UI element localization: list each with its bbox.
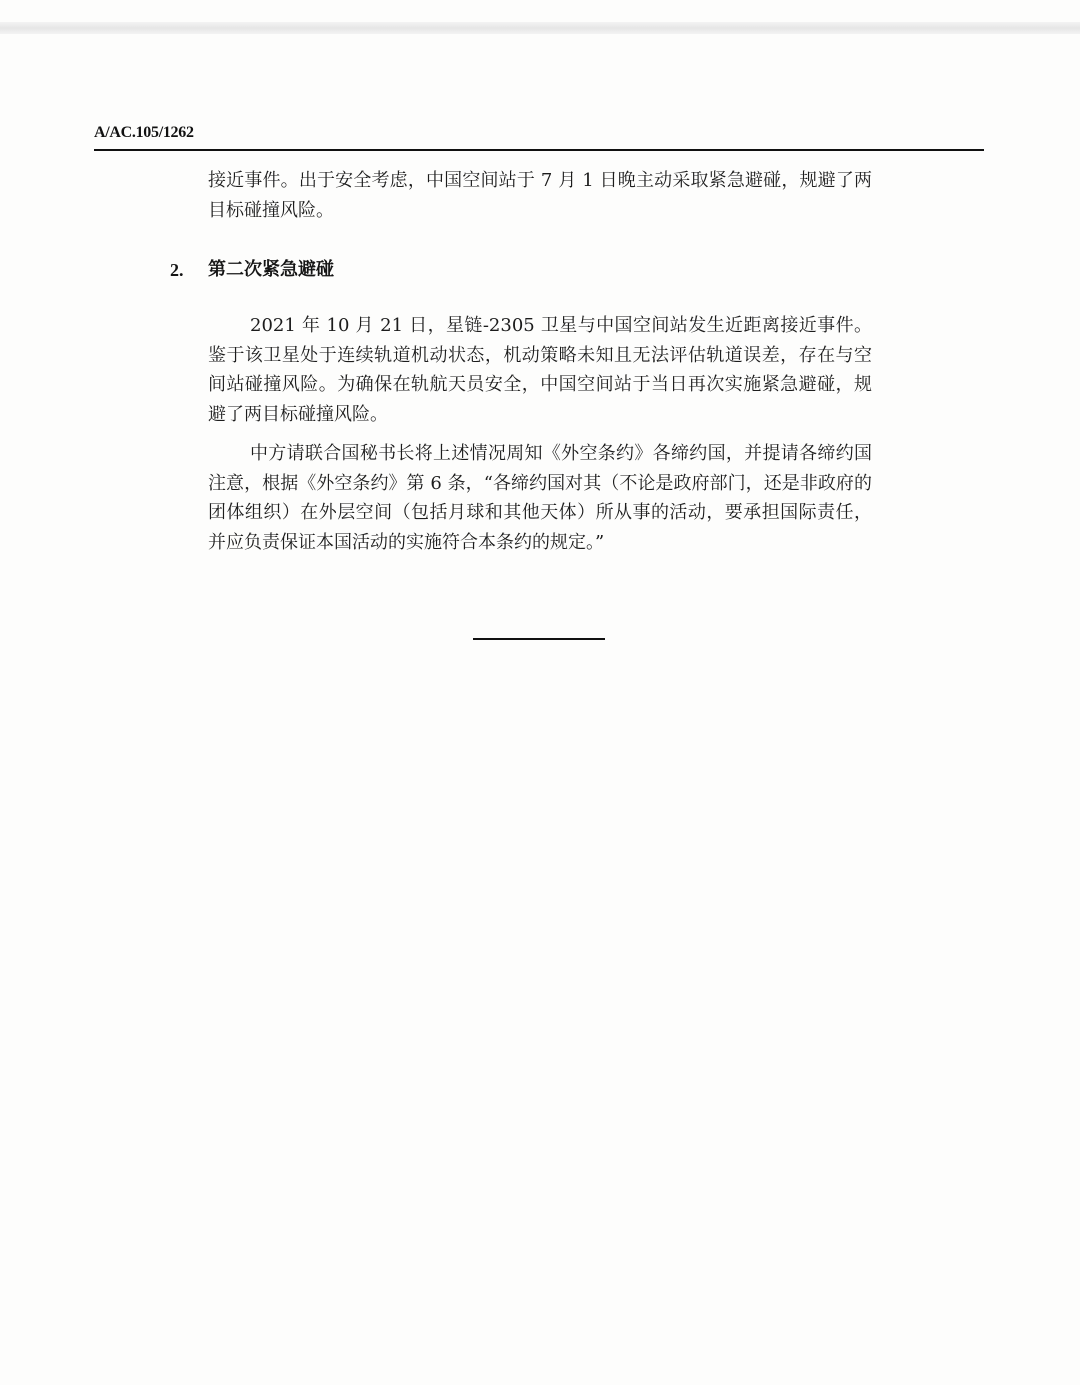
- header-rule: [94, 149, 984, 151]
- continuation-paragraph: 接近事件。出于安全考虑，中国空间站于 7 月 1 日晚主动采取紧急避碰，规避了两目标碰撞风险。: [208, 170, 872, 221]
- section-heading: [170, 256, 334, 284]
- end-of-document-rule: [473, 638, 605, 640]
- scan-top-band: [0, 22, 1080, 34]
- section-title: 第二次紧急避碰: [208, 259, 334, 280]
- document-symbol: A/AC.105/1262: [94, 124, 194, 141]
- body-paragraph-request: 中方请联合国秘书长将上述情况周知《外空条约》各缔约国，并提请各缔约国注意，根据《外空条约》第 6 条，“各缔约国对其（不论是政府部门，还是非政府的团体组织）在外层空间（包括月球和其他天体）所从事的活动，要承担国际责任，并应负责保证本国活动的实施符合本条约的规定。”: [208, 443, 872, 553]
- body-paragraph-incident: 2021 年 10 月 21 日，星链-2305 卫星与中国空间站发生近距离接近事件。鉴于该卫星处于连续轨道机动状态，机动策略未知且无法评估轨道误差，存在与空间站碰撞风险。为确保在轨航天员安全，中国空间站于当日再次实施紧急避碰，规避了两目标碰撞风险。: [208, 315, 872, 425]
- section-number: 2.: [170, 260, 184, 280]
